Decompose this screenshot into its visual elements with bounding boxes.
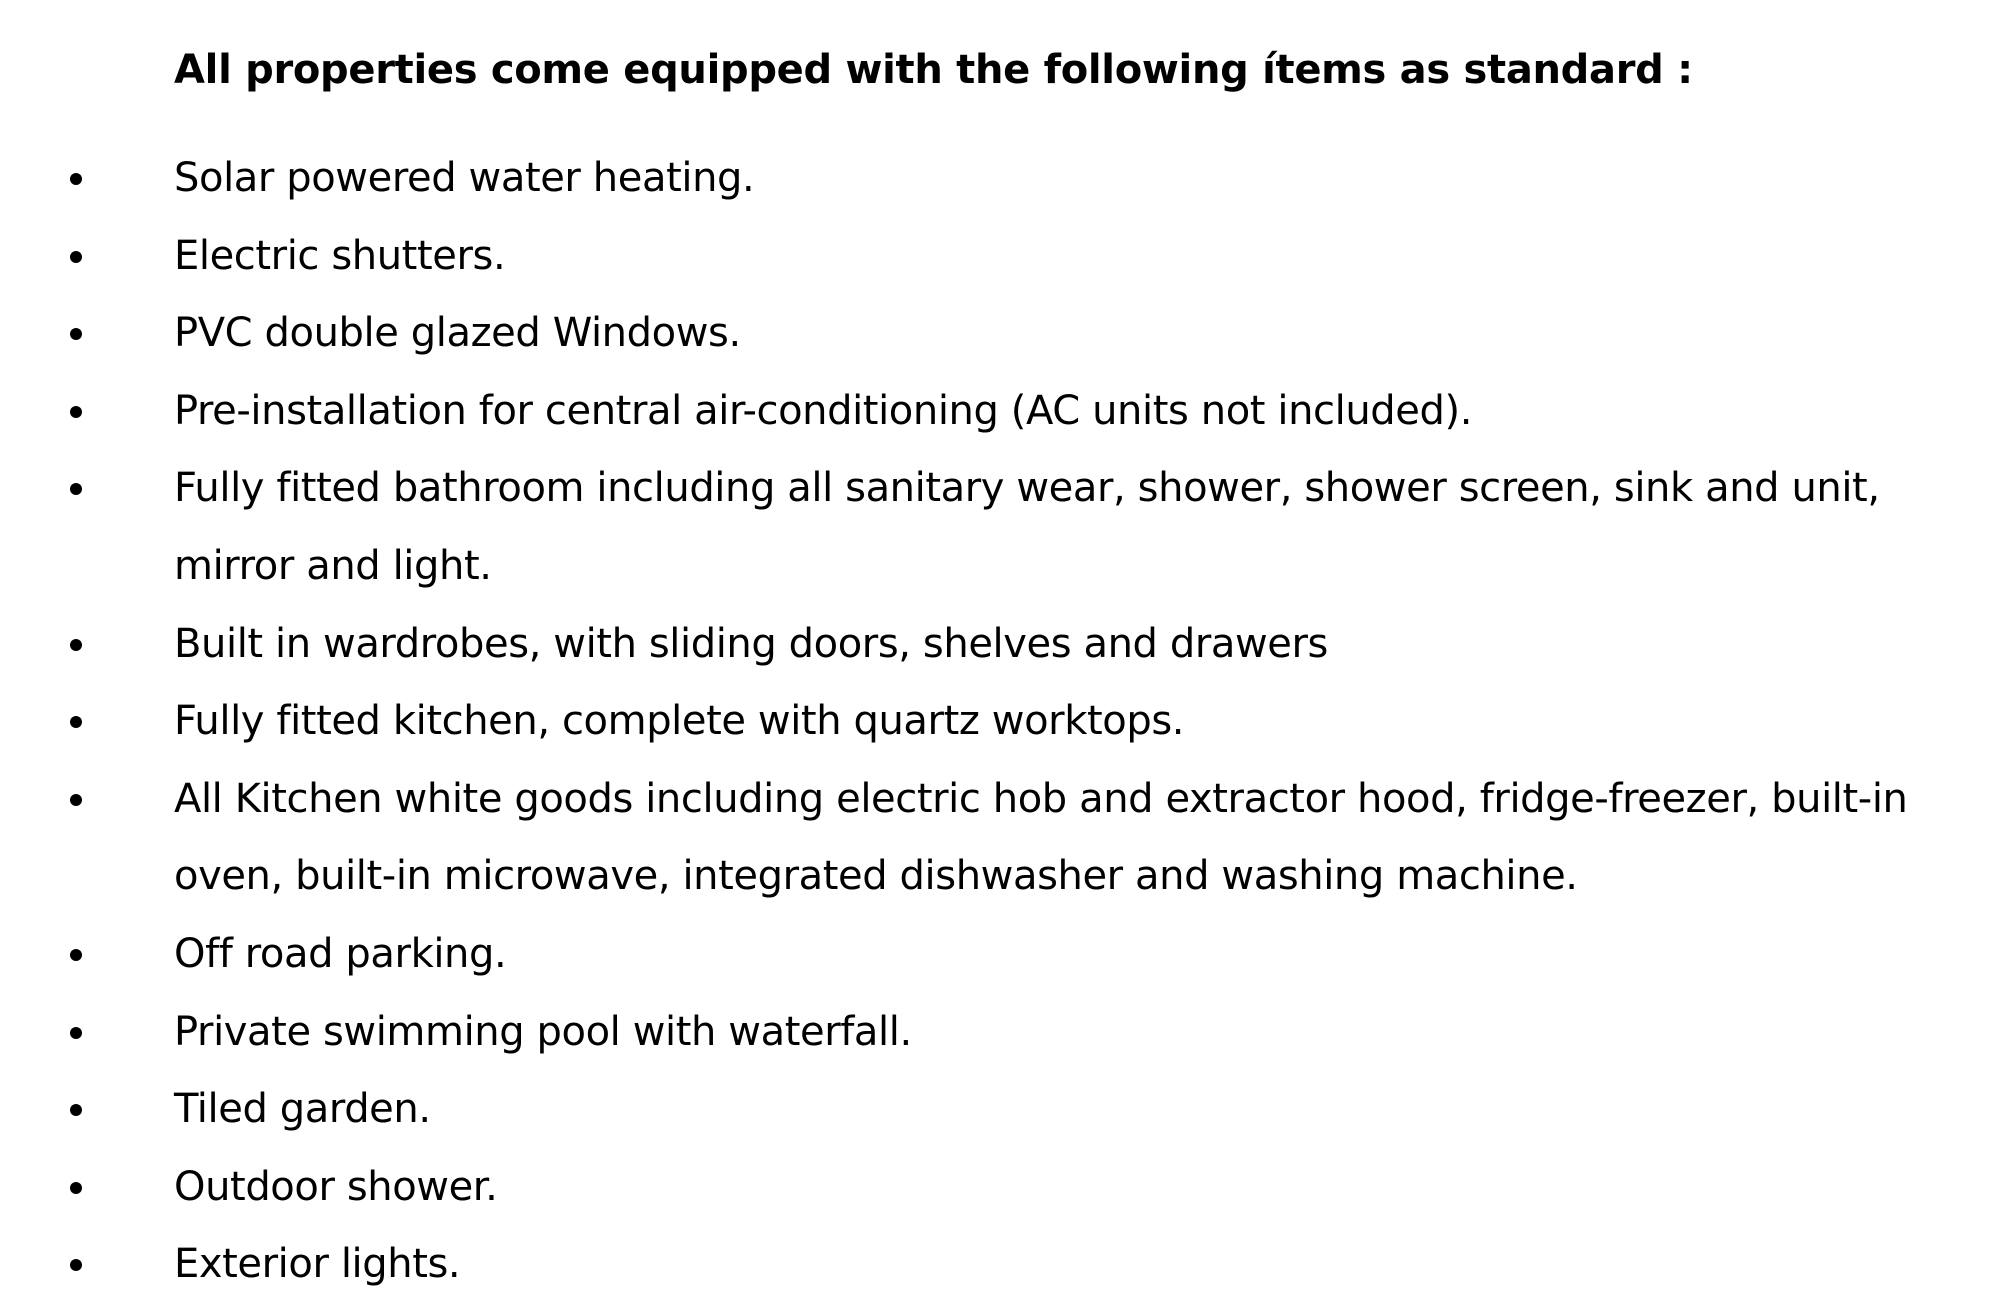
bullet-dot-icon	[66, 1071, 86, 1149]
list-item-text: Pre-installation for central air-conditioning (AC units not included).	[174, 387, 1473, 434]
list-item-text: Tiled garden.	[174, 1086, 431, 1133]
list-item-text: Built in wardrobes, with sliding doors, shelves and drawers	[174, 620, 1328, 667]
bullet-dot-icon	[66, 373, 86, 451]
list-item	[0, 295, 2007, 373]
list-item-text: PVC double glazed Windows.	[174, 310, 741, 357]
bullet-dot-icon	[66, 1226, 86, 1304]
list-item-text: Off road parking.	[174, 930, 507, 977]
list-item-text: Fully fitted bathroom including all sanitary wear, shower, shower screen, sink and unit, mirror and light.	[174, 465, 1880, 589]
bullet-dot-icon	[66, 218, 86, 296]
list-item	[0, 1071, 2007, 1149]
list-item-text: Exterior lights.	[174, 1241, 461, 1288]
bullet-dot-icon	[66, 994, 86, 1072]
bullet-dot-icon	[66, 450, 86, 528]
list-item	[0, 994, 2007, 1072]
list-item	[0, 683, 2007, 761]
list-item	[0, 1226, 2007, 1304]
bullet-dot-icon	[66, 140, 86, 218]
list-item-text: Fully fitted kitchen, complete with quartz worktops.	[174, 698, 1185, 745]
list-item	[0, 218, 2007, 296]
list-item-text: All Kitchen white goods including electric hob and extractor hood, fridge-freezer, built-in oven, built-in microwave, integrated dishwasher and washing machine.	[174, 775, 1908, 900]
list-item	[0, 606, 2007, 684]
list-item-text: Electric shutters.	[174, 232, 506, 279]
bullet-dot-icon	[66, 1149, 86, 1227]
list-item	[0, 373, 2007, 451]
features-list	[0, 140, 2007, 1304]
list-item-text: Outdoor shower.	[174, 1163, 498, 1210]
list-item	[0, 140, 2007, 218]
bullet-dot-icon	[66, 606, 86, 684]
bullet-dot-icon	[66, 295, 86, 373]
list-item-text: Private swimming pool with waterfall.	[174, 1008, 912, 1055]
page-heading: All properties come equipped with the following ítems as standard :	[174, 47, 1693, 93]
list-item-text: Solar powered water heating.	[174, 155, 755, 201]
list-item	[0, 450, 2007, 605]
list-item	[0, 916, 2007, 994]
bullet-dot-icon	[66, 683, 86, 761]
bullet-dot-icon	[66, 761, 86, 839]
list-item	[0, 1149, 2007, 1227]
list-item	[0, 761, 2007, 916]
bullet-dot-icon	[66, 916, 86, 994]
